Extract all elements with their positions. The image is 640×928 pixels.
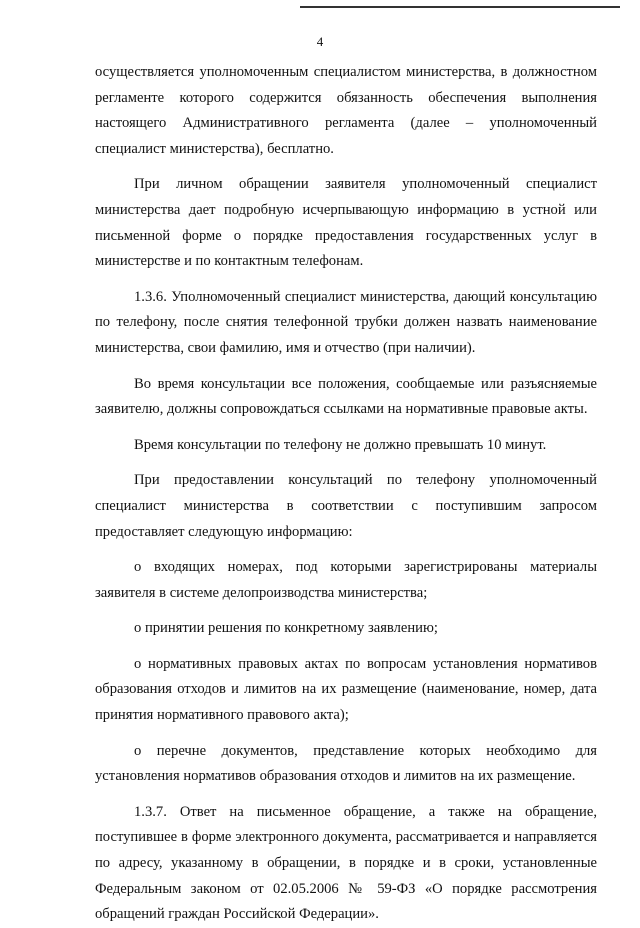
list-item-legal-acts: о нормативных правовых актах по вопросам установления нормативов образования отходов и лимитов на их размещение (наименование, номер, дата принятия нормативного правового акта); bbox=[95, 655, 597, 724]
list-item-decision: о принятии решения по конкретному заявлению; bbox=[134, 620, 438, 637]
paragraph-1-3-6: 1.3.6. Уполномоченный специалист министерства, дающий консультацию по телефону, после снятия телефонной трубки должен назвать наименование министерства, свои фамилию, имя и отчество (при наличии). bbox=[95, 288, 597, 356]
list-item-documents: о перечне документов, представление которых необходимо для установления нормативов образования отходов и лимитов на их размещение. bbox=[95, 742, 597, 785]
top-rule bbox=[300, 6, 620, 8]
page-number: 4 bbox=[316, 34, 324, 49]
paragraph-references: Во время консультации все положения, сообщаемые или разъясняемые заявителю, должны сопровождаться ссылками на нормативные правовые акты. bbox=[95, 375, 597, 418]
paragraph-phone-info: При предоставлении консультаций по телефону уполномоченный специалист министерства в соответствии с поступившим запросом предоставляет следующую информацию: bbox=[95, 472, 597, 540]
paragraph-continuation: осуществляется уполномоченным специалистом министерства, в должностном регламенте которого содержится обязанность обеспечения выполнения настоящего Административного регламента (далее – уполномоченный специалист министерства), бесплатно. bbox=[95, 64, 597, 157]
paragraph-duration: Время консультации по телефону не должно превышать 10 минут. bbox=[134, 436, 547, 453]
list-item-incoming-numbers: о входящих номерах, под которыми зарегистрированы материалы заявителя в системе делопроизводства министерства; bbox=[95, 559, 597, 601]
paragraph-personal-visit: При личном обращении заявителя уполномоченный специалист министерства дает подробную исчерпывающую информацию в устной или письменной форме о порядке предоставления государственных услуг в министерстве и по контактным телефонам. bbox=[95, 176, 597, 270]
paragraph-1-3-7: 1.3.7. Ответ на письменное обращение, а также на обращение, поступившее в форме электронного документа, рассматривается и направляется по адресу, указанному в обращении, в порядке и в сроки, установленные Федеральным законом от 02.05.2006 № 59-ФЗ «О порядке рассмотрения обращений граждан Российской Федерации». bbox=[95, 803, 597, 923]
document-body bbox=[95, 60, 597, 928]
